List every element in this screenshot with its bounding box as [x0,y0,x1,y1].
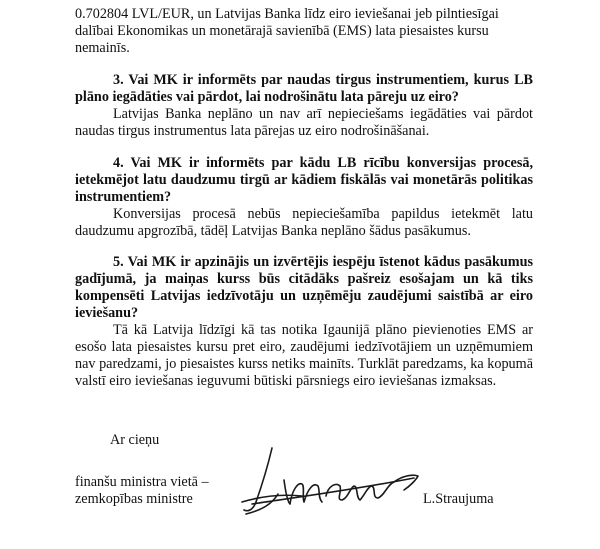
answer-4: Konversijas procesā nebūs nepieciešamība papildus ietekmēt latu daudzumu apgrozībā, tādēļ Latvijas Banka neplāno šādus pasākumus. [75,206,533,239]
intro-line-3: nemainīs. [75,40,130,56]
answer-3: Latvijas Banka neplāno un nav arī nepieciešams iegādāties vai pārdot naudas tirgus instrumentus lata pārejas uz eiro nodrošināšanai. [75,106,533,139]
signer-role-line-1: finanšu ministra vietā – [75,474,209,490]
answer-5: Tā kā Latvija līdzīgi kā tas notika Igaunijā plāno pievienoties EMS ar esošo lata piesaistes kursu pret eiro, zaudējumi iedzīvotājiem un uzņēmumiem nav paredzami, jo piesaistes kurss netiks mainīts. Turklāt paredzams, ka kopumā valstī eiro ieviešanas ieguvumi būtiski pārsniegs eiro ieviešanas izmaksas. [75,322,533,389]
question-4: 4. Vai MK ir informēts par kādu LB rīcību konversijas procesā, ietekmējot latu daudzumu tirgū ar kādiem fiskālās vai monetārās politikas instrumentiem? [75,155,533,205]
signer-name: L.Straujuma [423,491,494,507]
handwritten-signature [232,440,422,520]
signer-role-line-2: zemkopības ministre [75,491,193,507]
question-5: 5. Vai MK ir apzinājis un izvērtējis iespēju īstenot kādus pasākumus gadījumā, ja maiņas kurss būs citādāks pašreiz esošajam un kā tiks kompensēti Latvijas iedzīvotāju un uzņēmēju zaudējumi saistībā ar eiro ieviešanu? [75,254,533,321]
intro-line-1: 0.702804 LVL/EUR, un Latvijas Banka līdz eiro ieviešanai jeb pilntiesīgai [75,6,499,22]
intro-line-2: dalībai Ekonomikas un monetārajā savienībā (EMS) lata piesaistes kursu [75,23,489,39]
question-3: 3. Vai MK ir informēts par naudas tirgus instrumentiem, kurus LB plāno iegādāties vai pārdot, lai nodrošinātu lata pāreju uz eiro? [75,72,533,105]
closing-regards: Ar cieņu [110,432,160,448]
